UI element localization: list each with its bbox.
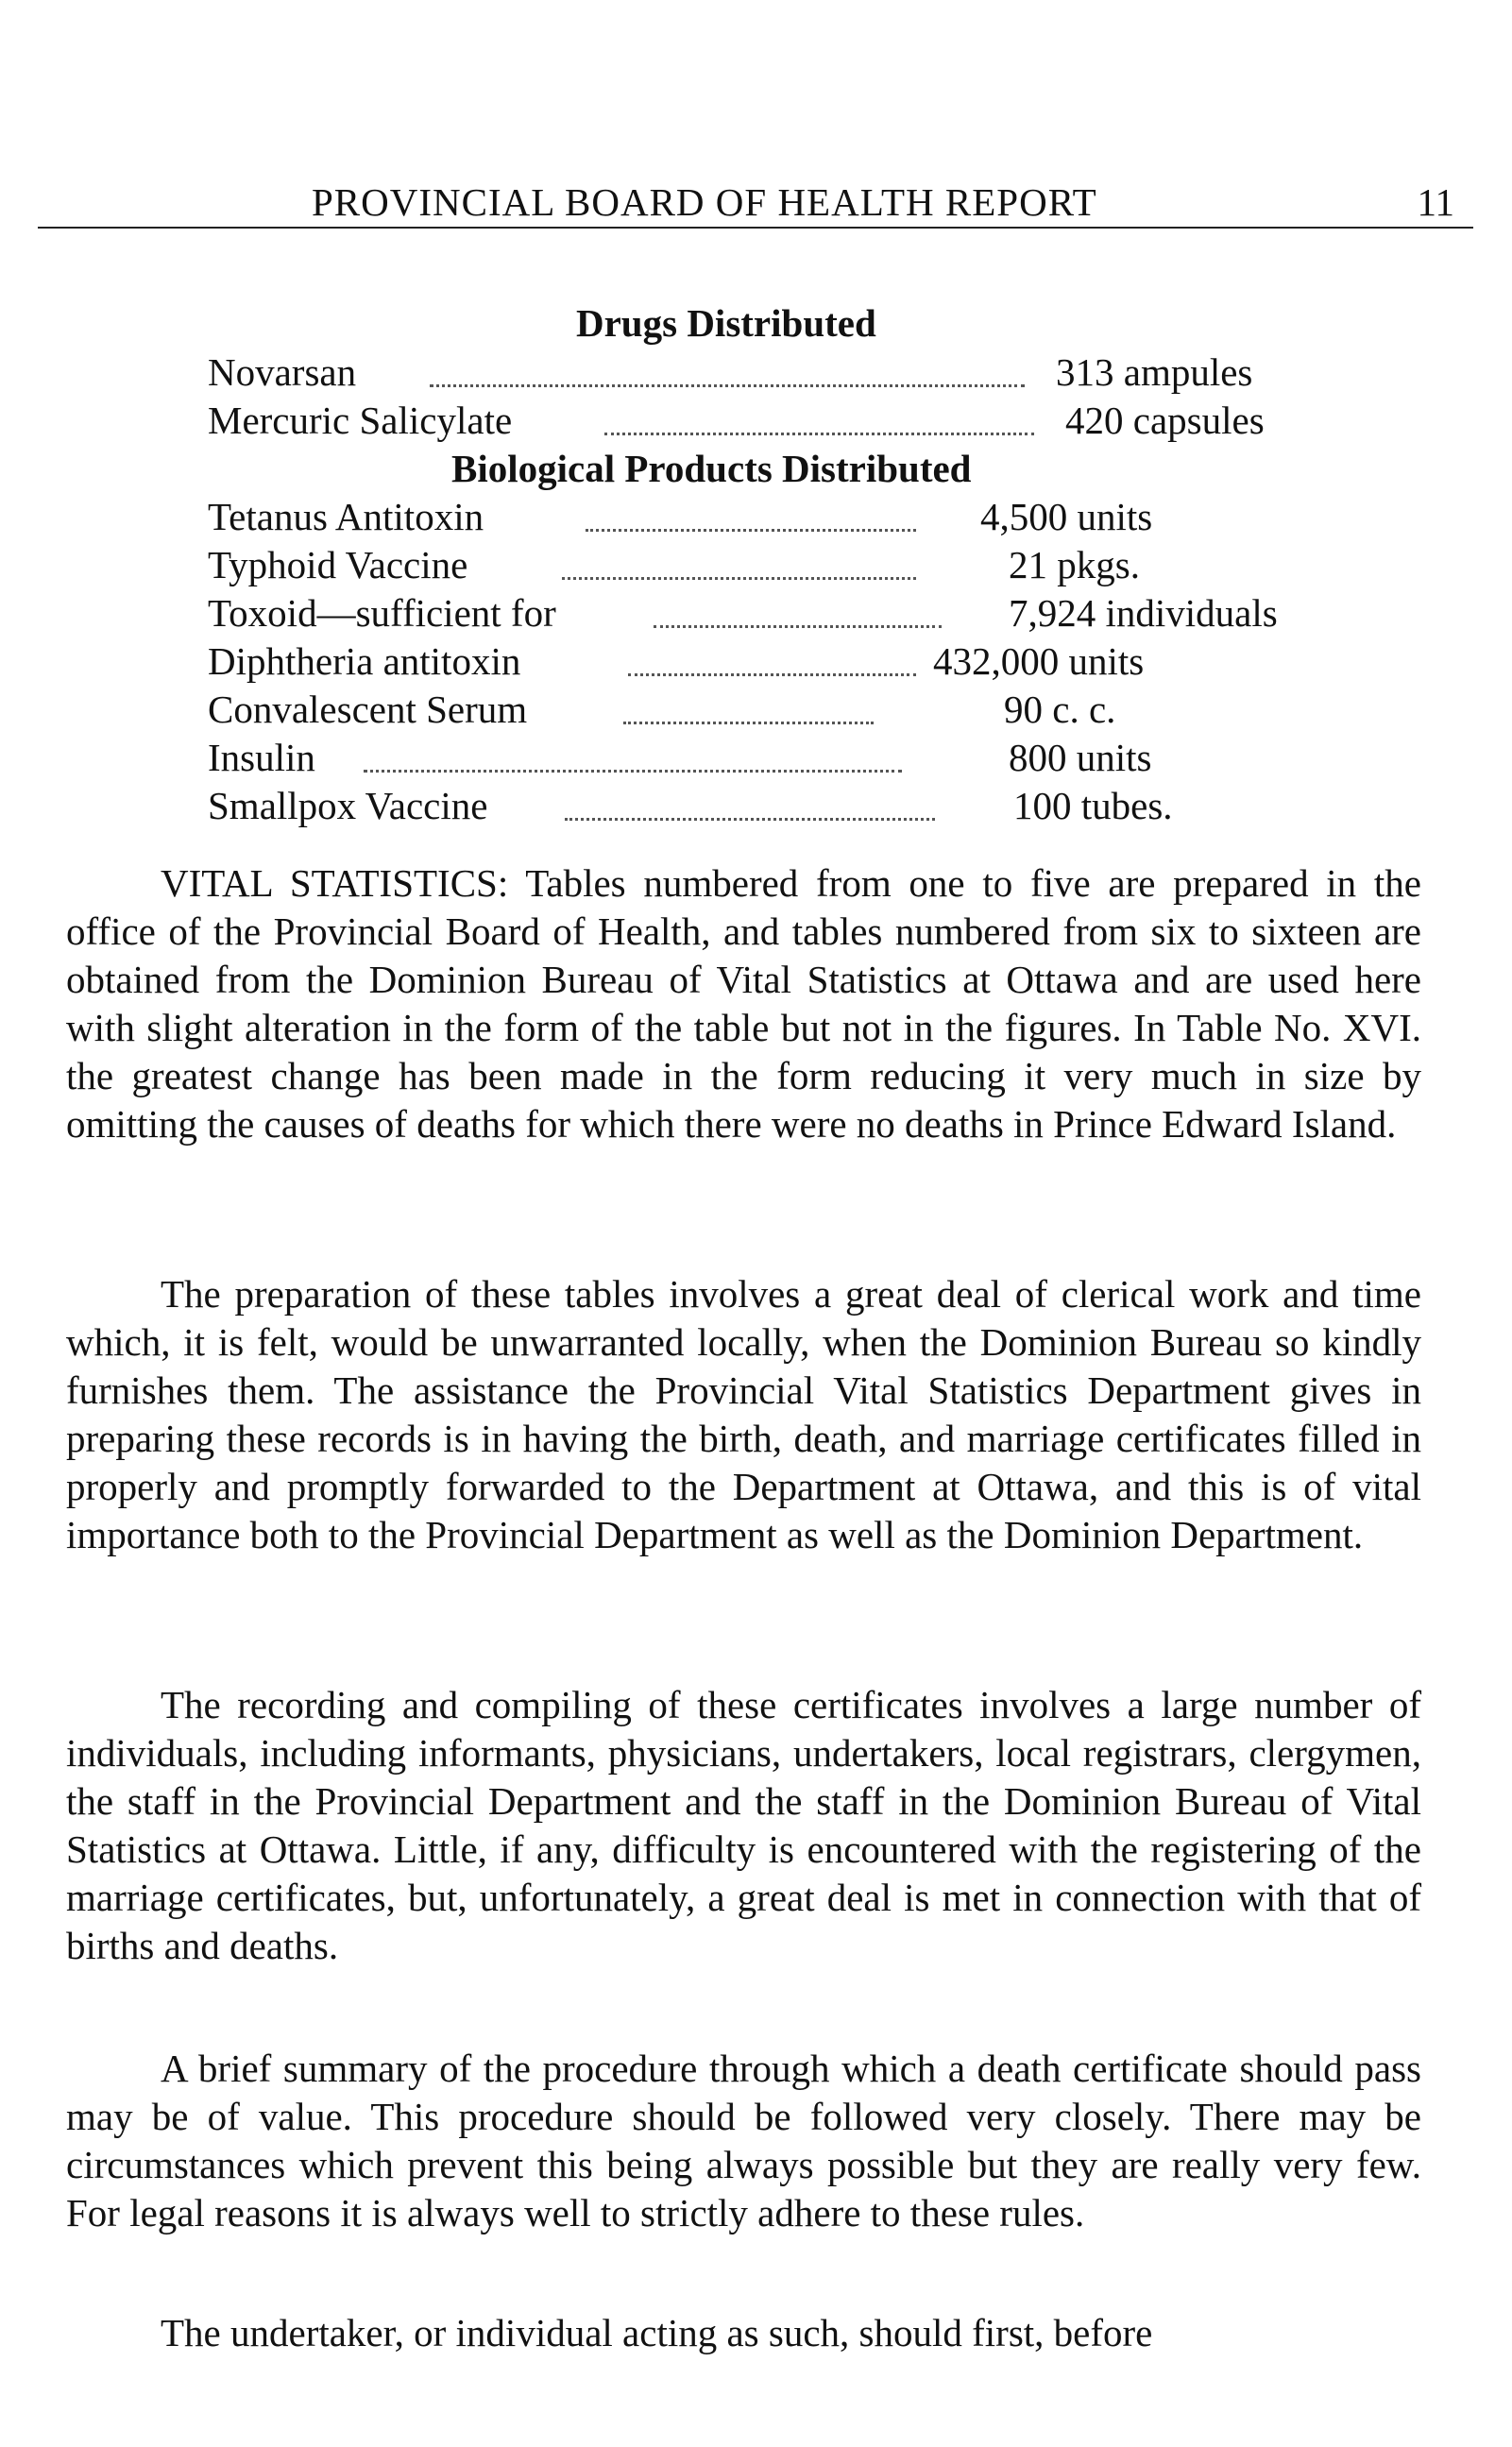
list-item: [0, 590, 1512, 639]
leader-dots: [623, 719, 874, 724]
paragraph-undertaker: The undertaker, or individual acting as such, should first, before: [161, 2311, 1153, 2354]
item-name: Convalescent Serum: [208, 688, 528, 731]
item-value: 4,500 units: [980, 495, 1153, 538]
list-item: [0, 542, 1512, 591]
paragraph-vital-statistics: VITAL STATISTICS: Tables numbered from one to five are prepared in the office of the Provincial Board of Health, and tables numbered from six to sixteen are obtained from the Dominion Bureau of Vital Statistics at Ottawa and are used here with slight alteration in the form of the table but not in the figures. In Table No. XVI. the greatest change has been made in the form reducing it very much in size by omitting the causes of deaths for which there were no deaths in Prince Edward Island.: [66, 861, 1421, 1146]
item-value: 100 tubes.: [1013, 784, 1173, 827]
item-name: Insulin: [208, 736, 315, 779]
list-item: [0, 783, 1512, 832]
item-value: 432,000 units: [933, 639, 1145, 683]
biologicals-heading: Biological Products Distributed: [451, 447, 972, 490]
leader-dots: [604, 430, 1034, 435]
list-item: [0, 349, 1512, 399]
leader-dots: [654, 622, 942, 628]
item-value: 90 c. c.: [1004, 688, 1116, 731]
list-item: [0, 494, 1512, 543]
drugs-heading: Drugs Distributed: [576, 301, 876, 345]
item-name: Novarsan: [208, 350, 357, 394]
item-name: Tetanus Antitoxin: [208, 495, 484, 538]
paragraph-preparation: The preparation of these tables involves a great deal of clerical work and time which, it is felt, would be unwarranted locally, when the Dominion Bureau so kindly furnishes them. The assistance the Provincial Vital Statistics Department gives in preparing these records is in having the birth, death, and marriage certificates filled in properly and promptly forwarded to the Department at Ottawa, and this is of vital importance both to the Provincial Department as well as the Dominion Department.: [66, 1272, 1421, 1556]
leader-dots: [562, 574, 916, 580]
leader-dots: [586, 526, 916, 532]
item-name: Toxoid—sufficient for: [208, 591, 556, 635]
leader-dots: [430, 382, 1025, 387]
page-header: [38, 179, 1473, 229]
list-item: [0, 638, 1512, 688]
list-item: [0, 735, 1512, 784]
paragraph-summary: A brief summary of the procedure through which a death certificate should pass may be of value. This procedure should be followed very closely. There may be circumstances which prevent this being always possible but they are really very few. For legal reasons it is always well to strictly adhere to these rules.: [66, 2047, 1421, 2235]
item-value: 420 capsules: [1065, 399, 1265, 442]
item-name: Diphtheria antitoxin: [208, 639, 521, 683]
page-number: 11: [1417, 180, 1454, 224]
item-value: 800 units: [1009, 736, 1152, 779]
list-item: [0, 398, 1512, 447]
item-name: Smallpox Vaccine: [208, 784, 488, 827]
item-value: 21 pkgs.: [1009, 543, 1140, 586]
list-item: [0, 687, 1512, 736]
paragraph-recording: The recording and compiling of these certificates involves a large number of individuals, including informants, physicians, undertakers, local registrars, clergymen, the staff in the Provincial Department and the staff in the Dominion Bureau of Vital Statistics at Ottawa. Little, if any, difficulty is encountered with the registering of the marriage certificates, but, unfortunately, a great deal is met in connection with that of births and deaths.: [66, 1683, 1421, 1967]
item-value: 313 ampules: [1056, 350, 1253, 394]
leader-dots: [565, 815, 935, 821]
item-value: 7,924 individuals: [1009, 591, 1278, 635]
leader-dots: [364, 767, 902, 773]
item-name: Mercuric Salicylate: [208, 399, 513, 442]
leader-dots: [628, 671, 916, 676]
item-name: Typhoid Vaccine: [208, 543, 468, 586]
running-title: PROVINCIAL BOARD OF HEALTH REPORT: [312, 180, 1097, 224]
